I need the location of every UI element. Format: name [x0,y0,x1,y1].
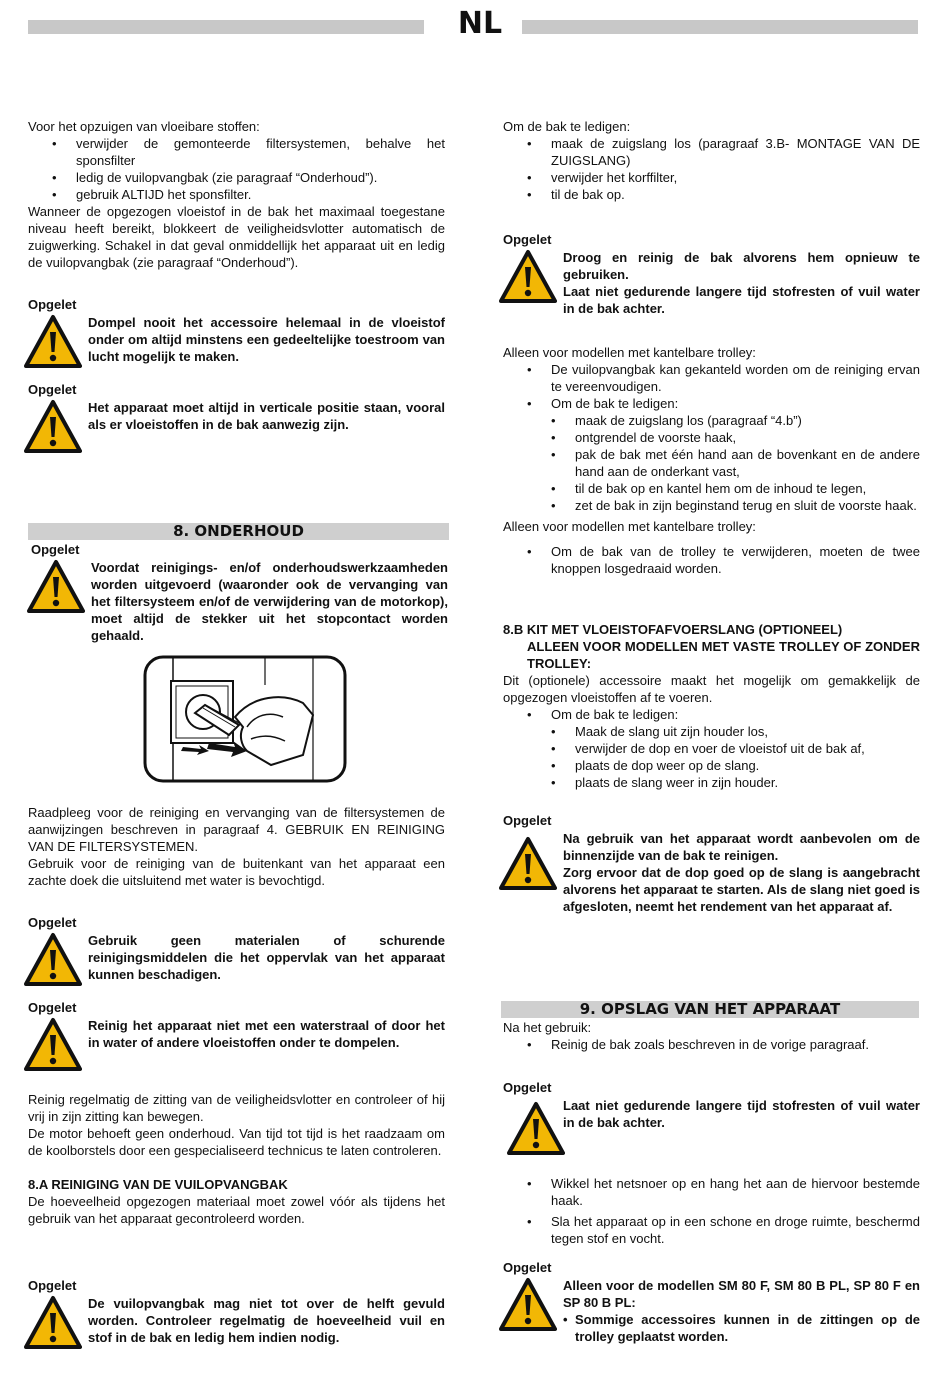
warning-text: Dompel nooit het accessoire helemaal in de vloeistof onder om altijd minstens een gedeeltelijke toestroom van lucht mogelijk te maken. [88,315,445,364]
maintenance-text [28,804,445,889]
bullet-glyph: • [563,1312,568,1327]
section-title: 9. OPSLAG VAN HET APPARAAT [501,1001,919,1018]
kit-sublist [503,723,920,791]
after-title: Na het gebruik: [503,1020,592,1035]
section-9-heading [501,1001,919,1018]
list-item: • plaats de dop weer op de slang. [503,757,920,774]
list-item: • til de bak op. [503,186,920,203]
warning-triangle-icon [24,399,82,455]
warning-label: Opgelet [28,382,77,397]
warning-8 [503,812,920,915]
tilt-trolley-section [503,344,920,577]
warning-bullet-text: Sommige accessoires kunnen in de zittingen op de trolley geplaatst worden. [575,1312,920,1344]
list-item: • til de bak op en kantel hem om de inhoud te legen, [503,480,920,497]
unplug-illustration [143,655,347,783]
empty-list [503,135,920,203]
warning-triangle-icon [499,1277,557,1333]
language-title: NL [457,6,503,41]
warning-label: Opgelet [503,813,552,828]
section-title: 8. ONDERHOUD [28,523,449,540]
warning-2 [28,381,445,433]
subsection-8a-title: 8.A REINIGING VAN DE VUILOPVANGBAK [28,1177,288,1192]
empty-bin-steps [503,118,920,203]
warning-label: Opgelet [503,232,552,247]
list-item: • verwijder de dop en voer de vloeistof uit de bak af, [503,740,920,757]
float-motor-text [28,1091,445,1227]
list-item: • ledig de vuilopvangbak (zie paragraaf “Onderhoud”). [28,169,445,186]
warning-label: Opgelet [28,1000,77,1015]
list-item: • Maak de slang uit zijn houder los, [503,723,920,740]
warning-text: Gebruik geen materialen of schurende reinigingsmiddelen die het oppervlak van het apparaat kunnen beschadigen. [88,933,445,982]
warning-label: Opgelet [28,297,77,312]
tilt-list-2 [503,543,920,577]
warning-7 [503,231,920,317]
tilt-list [503,361,920,412]
warning-text: Laat niet gedurende langere tijd stofresten of vuil water in de bak achter. [563,1098,920,1130]
motor-paragraph: De motor behoeft geen onderhoud. Van tijd tot tijd is het raadzaam om de koolborstels door een gespecialiseerd technicus te laten controleren. [28,1126,445,1158]
storage-list [503,1175,920,1247]
list-item: • zet de bak in zijn beginstand terug en sluit de voorste haak. [503,497,920,514]
subsection-8b [503,621,920,791]
list-item: • Om de bak te ledigen: [503,706,920,723]
list-item: • Wikkel het netsnoer op en hang het aan de hiervoor bestemde haak. [503,1175,920,1209]
intro-list [28,135,445,203]
warning-6 [28,1277,445,1346]
warning-label: Opgelet [28,1278,77,1293]
warning-triangle-icon [24,1017,82,1073]
list-item: • maak de zuigslang los (paragraaf 3.B- MONTAGE VAN DE ZUIGSLANG) [503,135,920,169]
warning-3 [31,541,448,644]
warning-triangle-icon [499,249,557,305]
section-8-heading [28,523,449,540]
warning-triangle-icon [499,836,557,892]
warning-text: De vuilopvangbak mag niet tot over de helft gevuld worden. Controleer regelmatig de hoeveelheid vuil en stof in de bak en ledig hem indien nodig. [88,1296,445,1345]
subsection-8b-scope: ALLEEN VOOR MODELLEN MET VASTE TROLLEY OF ZONDER TROLLEY: [527,639,920,671]
header-bar-right [522,20,918,34]
list-item: • Om de bak van de trolley te verwijderen, moeten de twee knoppen losgedraaid worden. [503,543,920,577]
list-item: • gebruik ALTIJD het sponsfilter. [28,186,445,203]
intro-title: Voor het opzuigen van vloeibare stoffen: [28,119,260,134]
list-item: • verwijder de gemonteerde filtersystemen, behalve het sponsfilter [28,135,445,169]
filters-paragraph: Raadpleeg voor de reiniging en vervanging van de filtersystemen de aanwijzingen beschreven in paragraaf 4. GEBRUIK EN REINIGING VAN DE FILTERSYSTEMEN. [28,805,445,854]
warning-5 [28,999,445,1051]
warning-text: Reinig het apparaat niet met een waterstraal of door het in water of andere vloeistoffen onder te dompelen. [88,1018,445,1050]
list-item: • Reinig de bak zoals beschreven in de vorige paragraaf. [503,1036,920,1053]
warning-1 [28,296,445,365]
outside-paragraph: Gebruik voor de reiniging van de buitenkant van het apparaat een zachte doek die uitsluitend met water is bevochtigd. [28,856,445,888]
tilt-title-2: Alleen voor modellen met kantelbare trolley: [503,519,756,534]
warning-4 [28,914,445,983]
warning-triangle-icon [24,1295,82,1351]
warning-text [563,1311,920,1345]
warning-triangle-icon [24,314,82,370]
float-paragraph: Reinig regelmatig de zitting van de veiligheidsvlotter en controleer of hij vrij in zijn zitting kan bewegen. [28,1092,445,1124]
intro-paragraph: Wanneer de opgezogen vloeistof in de bak het maximaal toegestane niveau heeft bereikt, blokkeert de veiligheidsvlotter automatisch de zuigwerking. Schakel in dat geval onmiddellijk het apparaat uit en ledig de vuilopvangbak (zie paragraaf “Onderhoud”). [28,204,445,270]
warning-label: Opgelet [503,1080,552,1095]
list-item: • Sla het apparaat op in een schone en droge ruimte, beschermd tegen stof en vocht. [503,1213,920,1247]
subsection-8b-paragraph: Dit (optionele) accessoire maakt het mogelijk om gemakkelijk de opgezogen vloeistoffen af te voeren. [503,673,920,705]
warning-text: Alleen voor de modellen SM 80 F, SM 80 B PL, SP 80 F en SP 80 B PL: [563,1278,920,1310]
after-use [503,1019,920,1053]
warning-text: Zorg ervoor dat de dop goed op de slang is aangebracht alvorens het apparaat te starten. Als de slang niet goed is afgesloten, neemt het rendement van het apparaat af. [563,865,920,914]
list-item: • pak de bak met één hand aan de bovenkant en de andere hand aan de onderkant vast, [503,446,920,480]
empty-title: Om de bak te ledigen: [503,119,631,134]
storage-list-block [503,1175,920,1247]
list-item: • Om de bak te ledigen: [503,395,920,412]
kit-list [503,706,920,723]
warning-text: Droog en reinig de bak alvorens hem opnieuw te gebruiken. [563,250,920,282]
warning-triangle-icon [27,559,85,615]
list-item: • De vuilopvangbak kan gekanteld worden om de reiniging ervan te vereenvoudigen. [503,361,920,395]
warning-triangle-icon [24,932,82,988]
tilt-sublist [503,412,920,514]
warning-label: Opgelet [503,1260,552,1275]
warning-text: Laat niet gedurende langere tijd stofresten of vuil water in de bak achter. [563,284,920,316]
subsection-8b-title: 8.B KIT MET VLOEISTOFAFVOERSLANG (OPTIONEEL) [503,622,843,637]
warning-text: Voordat reinigings- en/of onderhoudswerkzaamheden worden uitgevoerd (waaronder ook de vervanging van het filtersysteem en/of de verwijdering van de motorkop), moet altijd de stekker uit het stopcontact worden gehaald. [91,560,448,643]
warning-label: Opgelet [28,915,77,930]
list-item: • maak de zuigslang los (paragraaf “4.b”) [503,412,920,429]
warning-triangle-icon [507,1101,565,1157]
left-column [28,118,445,271]
list-item: • ontgrendel de voorste haak, [503,429,920,446]
warning-text: Na gebruik van het apparaat wordt aanbevolen om de binnenzijde van de bak te reinigen. [563,831,920,863]
warning-text: Het apparaat moet altijd in verticale positie staan, vooral als er vloeistoffen in de bak aanwezig zijn. [88,400,445,432]
warning-9 [503,1079,920,1131]
header-bar-left [28,20,424,34]
warning-label: Opgelet [31,542,80,557]
warning-10 [503,1259,920,1345]
after-list [503,1036,920,1053]
tilt-title: Alleen voor modellen met kantelbare trolley: [503,345,756,360]
list-item: • verwijder het korffilter, [503,169,920,186]
list-item: • plaats de slang weer in zijn houder. [503,774,920,791]
subsection-8a-paragraph: De hoeveelheid opgezogen materiaal moet zowel vóór als tijdens het gebruik van het apparaat gecontroleerd worden. [28,1194,445,1226]
